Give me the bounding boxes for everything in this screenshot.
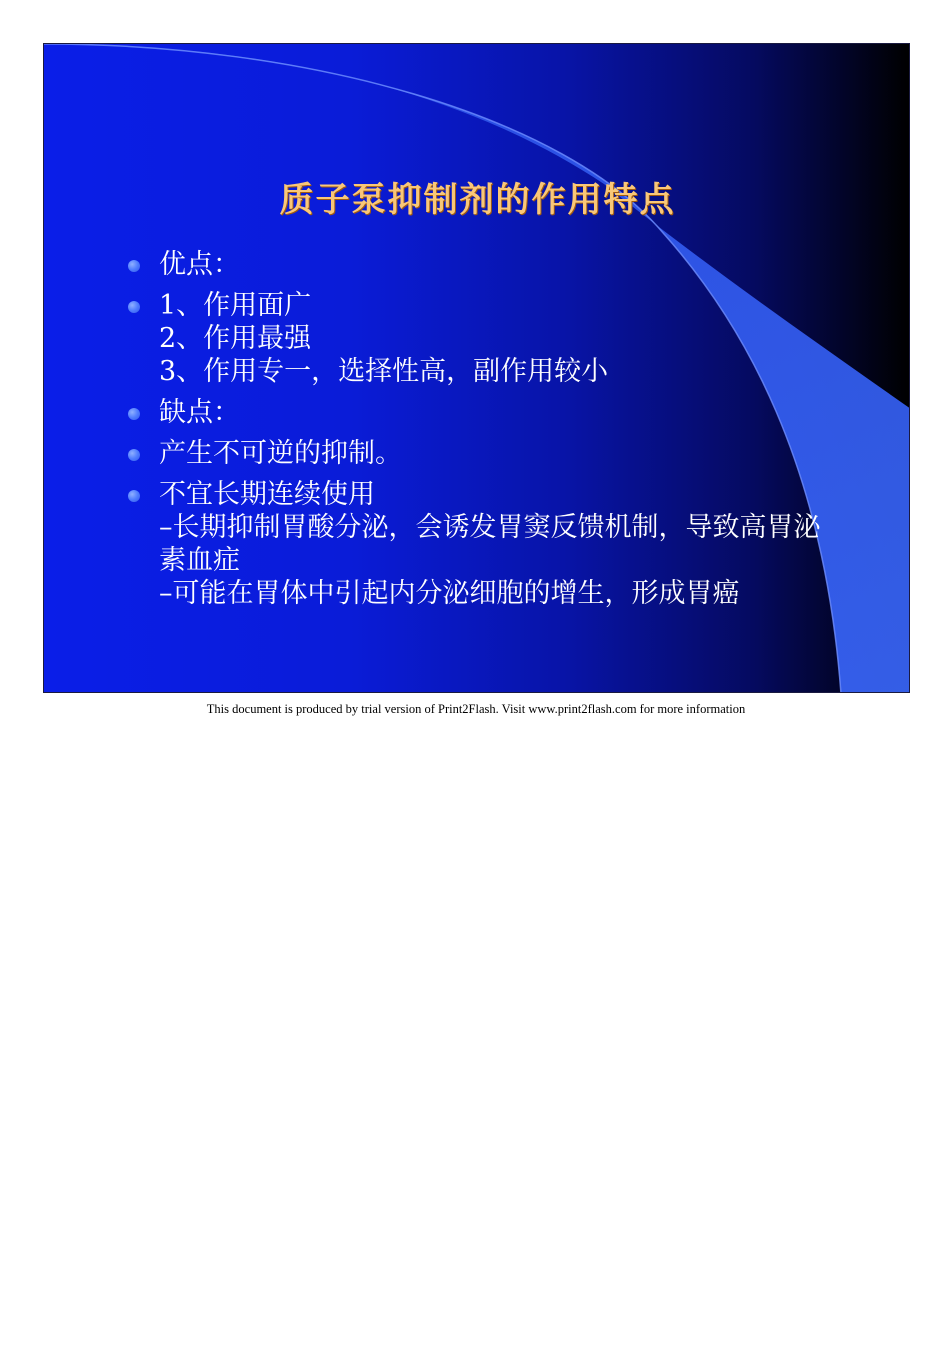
slide-title: 质子泵抑制剂的作用特点 — [279, 180, 676, 220]
bullet-text: 缺点： — [159, 397, 240, 428]
bullet-list — [124, 248, 844, 618]
bullet-irreversible — [124, 437, 844, 470]
trial-footer-note: This document is produced by trial version of Print2Flash. Visit www.print2flash.com for more information — [206, 702, 746, 716]
bullet-text: –长期抑制胃酸分泌，会诱发胃窦反馈机制，导致高胃泌素血症 — [159, 512, 821, 576]
bullet-dot-icon — [128, 408, 140, 420]
bullet-dot-icon — [128, 301, 140, 313]
bullet-advantage-items — [124, 289, 844, 388]
bullet-dot-icon — [128, 449, 140, 461]
bullet-text: 3、作用专一，选择性高，副作用较小 — [159, 356, 609, 387]
bullet-text: 不宜长期连续使用 — [159, 479, 375, 510]
bullet-long-term-use — [124, 478, 844, 610]
bullet-text: –可能在胃体中引起内分泌细胞的增生，形成胃癌 — [159, 578, 740, 609]
bullet-text: 优点： — [159, 249, 240, 280]
slide — [43, 43, 910, 693]
bullet-text: 2、作用最强 — [159, 323, 312, 354]
bullet-text: 产生不可逆的抑制。 — [159, 438, 402, 469]
bullet-disadvantages — [124, 396, 844, 429]
bullet-advantages — [124, 248, 844, 281]
bullet-dot-icon — [128, 260, 140, 272]
bullet-text: 1、作用面广 — [159, 290, 312, 321]
bullet-dot-icon — [128, 490, 140, 502]
